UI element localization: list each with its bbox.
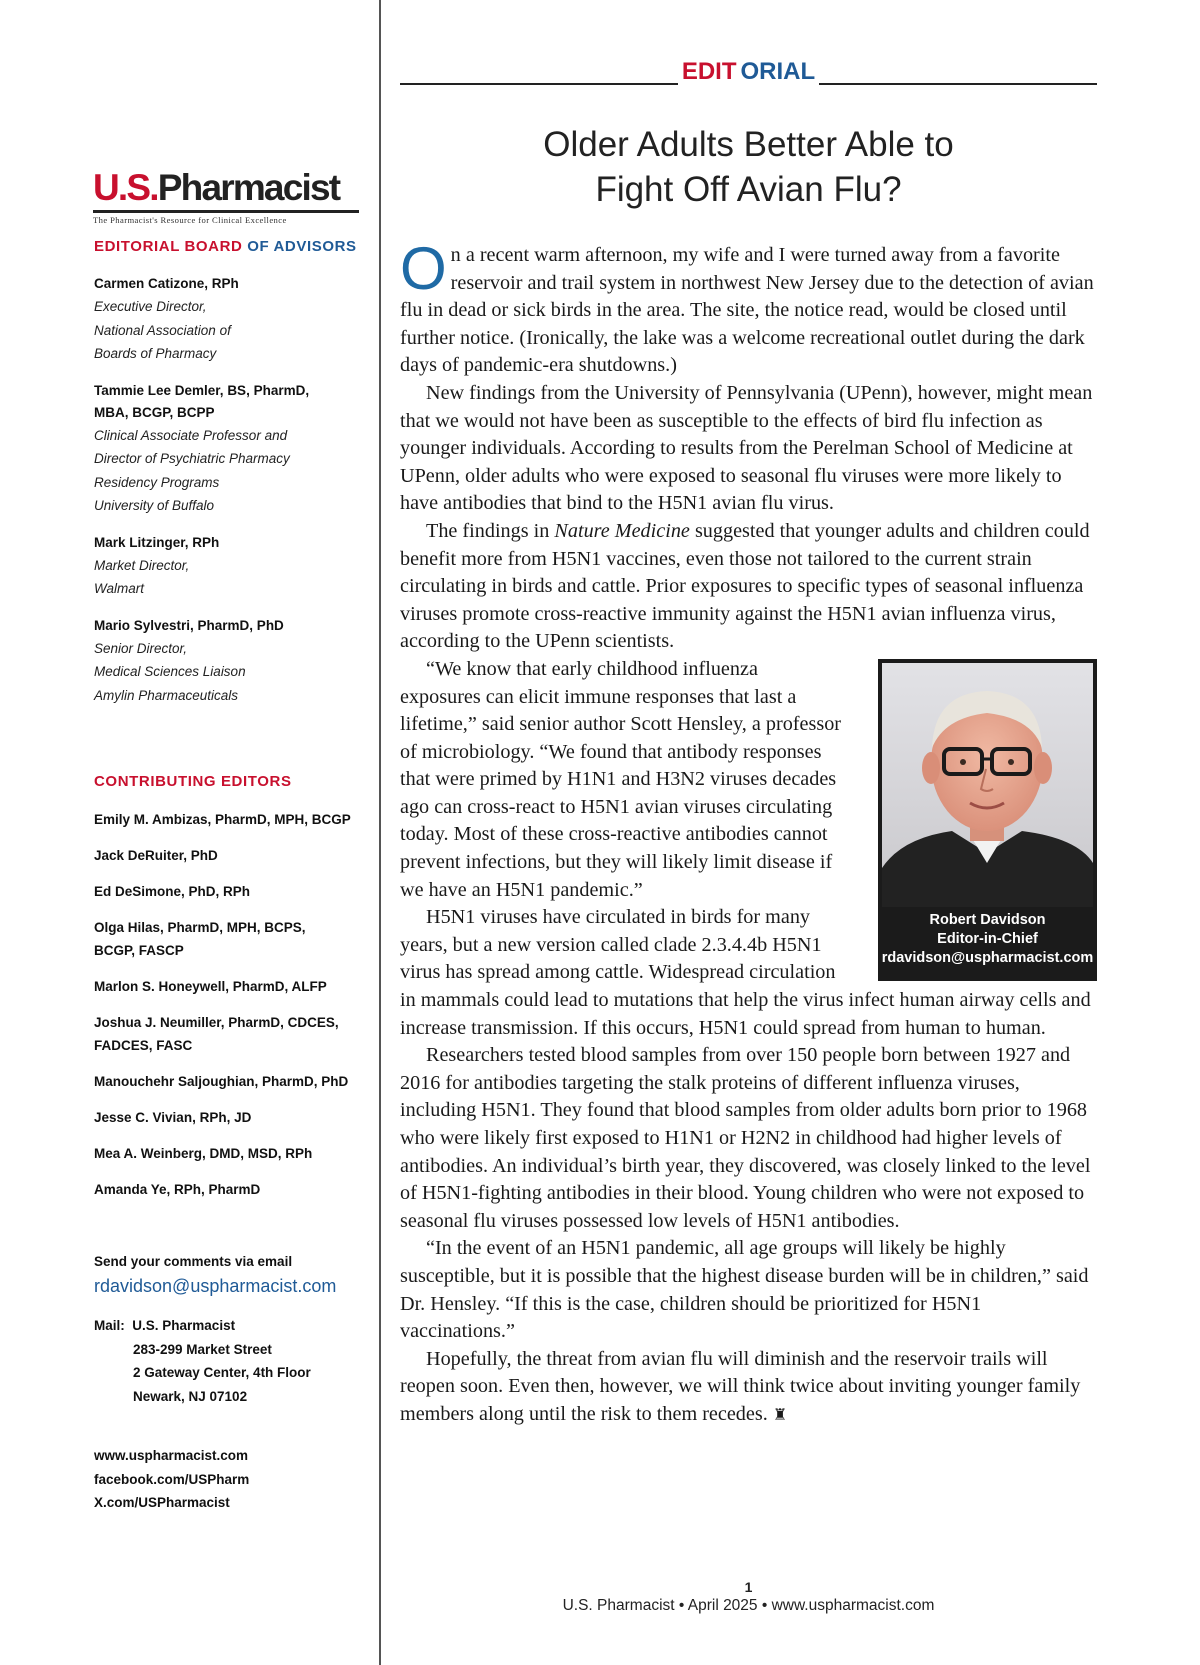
paragraph-text: n a recent warm afternoon, my wife and I were turned away from a favorite reservoir and trail system in northwest New Jersey due to the detection of avian flu in dead or sick birds in the area. The site, the notice read, would be closed until further notice. (Ironically, the lake was a welcome recreational outlet during the dark days of pandemic-era shutdowns.) <box>400 244 1094 377</box>
advisors-list <box>94 273 379 707</box>
comments-block <box>94 1251 379 1299</box>
us-pharmacist-logo <box>93 168 359 225</box>
advisor-role-line: Clinical Associate Professor and <box>94 427 288 443</box>
logo-us-text: U.S. <box>93 167 158 208</box>
contributor: Marlon S. Honeywell, PharmD, ALFP <box>94 979 327 994</box>
paragraph: H5N1 viruses have circulated in birds for many years, but a new version called clade 2.3.4.4b H5N1 virus has spread among cattle. Widespread circulation in mammals could lead to mutations that help the virus infect human airway cells and increase transmission. If this occurs, H5N1 could spread from human to human. <box>400 906 1091 1039</box>
photo-caption <box>878 911 1097 968</box>
title-line-2: Fight Off Avian Flu? <box>595 170 902 209</box>
paragraph <box>400 1346 1097 1430</box>
contrib-heading-text: CONTRIBUTING EDITORS <box>94 773 292 790</box>
article-body <box>400 235 1097 1430</box>
title-line-1: Older Adults Better Able to <box>543 125 954 164</box>
contributor: Joshua J. Neumiller, PharmD, CDCES, FADCES, FASC <box>94 1015 339 1053</box>
contributor: Jack DeRuiter, PhD <box>94 848 218 863</box>
advisor-role-line: University of Buffalo <box>94 498 215 513</box>
editorial-board-heading <box>94 238 379 255</box>
comments-label: Send your comments via email <box>94 1254 293 1269</box>
website-link[interactable]: www.uspharmacist.com <box>94 1448 249 1463</box>
editor-title: Editor-in-Chief <box>937 930 1038 947</box>
paragraph: New findings from the University of Pennsylvania (UPenn), however, might mean that we would not have been as susceptible to the effects of bird flu infection as younger individuals. According to results from the Perelman School of Medicine at UPenn, older adults who were exposed to seasonal flu viruses were more likely to have antibodies that bind to the H5N1 avian flu virus. <box>400 381 1093 515</box>
paragraph-text: Hopefully, the threat from avian flu will diminish and the reservoir trails will reopen soon. Even then, however, we will think twice about inviting younger family members along until the risk to them recedes. <box>400 1347 1081 1425</box>
editor-portrait-image <box>882 663 1093 907</box>
comments-email-link[interactable]: rdavidson@uspharmacist.com <box>94 1276 337 1296</box>
advisor-role-line: National Association of <box>94 322 231 338</box>
advisor-name: Carmen Catizone, RPh <box>94 276 239 291</box>
advisor <box>94 273 379 366</box>
advisor-name: Mark Litzinger, RPh <box>94 534 220 550</box>
mail-line: 283-299 Market Street <box>133 1341 272 1357</box>
advisor-role-line: Director of Psychiatric Pharmacy <box>94 451 290 466</box>
contributing-editors-heading <box>94 773 379 790</box>
contributor: Jesse C. Vivian, RPh, JD <box>94 1110 252 1125</box>
paragraph: “In the event of an H5N1 pandemic, all age groups will likely be highly susceptible, but it is possible that the highest disease burden will be in children,” said Dr. Hensley. “If this is the case, children should be prioritized for H5N1 vaccinations.” <box>400 1237 1089 1343</box>
drop-cap: O <box>400 235 447 302</box>
paragraph <box>400 518 1097 656</box>
end-mark-icon: ♜ <box>772 1406 788 1424</box>
article-title <box>400 122 1097 212</box>
contributors-list <box>94 808 379 1214</box>
advisor-name: Tammie Lee Demler, BS, PharmD, MBA, BCGP, BCPP <box>94 382 310 420</box>
board-heading-red: EDITORIAL BOARD <box>94 238 243 255</box>
advisor-role-line: Boards of Pharmacy <box>94 346 217 361</box>
mail-line: Newark, NJ 07102 <box>133 1388 248 1404</box>
web-links-block <box>94 1444 379 1515</box>
x-link[interactable]: X.com/USPharmacist <box>94 1495 230 1510</box>
mail-line: 2 Gateway Center, 4th Floor <box>133 1365 311 1380</box>
contributor: Amanda Ye, RPh, PharmD <box>94 1182 261 1197</box>
column-divider <box>379 0 381 1665</box>
advisor <box>94 532 379 601</box>
mail-label: Mail: <box>94 1318 125 1333</box>
section-label-red: EDIT <box>681 58 737 85</box>
section-label-blue: ORIAL <box>740 58 816 85</box>
editor-photo-box <box>878 659 1097 981</box>
editor-email[interactable]: rdavidson@uspharmacist.com <box>881 949 1094 966</box>
section-label <box>400 59 1097 85</box>
advisor-role-line: Senior Director, <box>94 640 188 656</box>
mail-address-block <box>94 1314 379 1408</box>
contributor: Emily M. Ambizas, PharmD, MPH, BCGP <box>94 812 351 827</box>
contributor: Mea A. Weinberg, DMD, MSD, RPh <box>94 1146 313 1161</box>
facebook-link[interactable]: facebook.com/USPharm <box>94 1471 250 1487</box>
board-heading-blue: OF ADVISORS <box>247 238 357 255</box>
advisor <box>94 615 379 708</box>
logo-pharmacist-text: Pharmacist <box>157 167 340 208</box>
footer-line: U.S. Pharmacist • April 2025 • www.uspharmacist.com <box>562 1597 935 1614</box>
page-number: 1 <box>744 1579 753 1595</box>
contributor: Manouchehr Saljoughian, PharmD, PhD <box>94 1074 349 1089</box>
journal-title: Nature Medicine <box>554 519 690 542</box>
contributor: Ed DeSimone, PhD, RPh <box>94 884 251 899</box>
advisor-role-line: Residency Programs <box>94 474 220 490</box>
editor-name: Robert Davidson <box>929 911 1046 928</box>
logo-underline <box>93 210 359 213</box>
advisor <box>94 380 379 518</box>
advisor-role-line: Executive Director, <box>94 299 207 314</box>
advisor-name: Mario Sylvestri, PharmD, PhD <box>94 617 284 633</box>
advisor-role-line: Amylin Pharmaceuticals <box>94 687 239 703</box>
paragraph: Researchers tested blood samples from over 150 people born between 1927 and 2016 for antibodies targeting the stalk proteins of different influenza viruses, including H5N1. They found that blood samples from older adults born prior to 1968 who were likely first exposed to H1N1 or H2N2 in childhood had higher levels of antibodies. An individual’s birth year, they discovered, was closely linked to the level of H5N1-fighting antibodies in their blood. Young children who were not exposed to seasonal flu viruses possessed low levels of H5N1 antibodies. <box>400 1044 1091 1232</box>
advisor-role-line: Medical Sciences Liaison <box>94 664 246 679</box>
contributor: Olga Hilas, PharmD, MPH, BCPS, BCGP, FASCP <box>94 920 306 958</box>
paragraph: “We know that early childhood influenza exposures can elicit immune responses that last a lifetime,” said senior author Scott Hensley, a professor of microbiology. “We found that antibody responses that were primed by H1N1 and H3N2 viruses decades ago can cross-react to H5N1 avian viruses circulating today. Most of these cross-reactive antibodies cannot prevent infections, but they will likely limit disease if we have an H5N1 pandemic.” <box>400 657 842 901</box>
paragraph <box>400 235 1097 380</box>
advisor-role-line: Market Director, <box>94 557 190 573</box>
paragraph-text: suggested that younger adults and children could benefit more from H5N1 vaccines, even those not tailored to the current strain circulating in birds and cattle. Prior exposures to specific types of seasonal influenza viruses promote cross-reactive immunity against the H5N1 avian influenza virus, according to the UPenn scientists. <box>400 519 1090 653</box>
logo-tagline: The Pharmacist's Resource for Clinical Excellence <box>93 215 287 225</box>
mail-line: U.S. Pharmacist <box>132 1318 236 1333</box>
advisor-role-line: Walmart <box>94 581 145 596</box>
paragraph-text: The findings in <box>426 519 555 542</box>
